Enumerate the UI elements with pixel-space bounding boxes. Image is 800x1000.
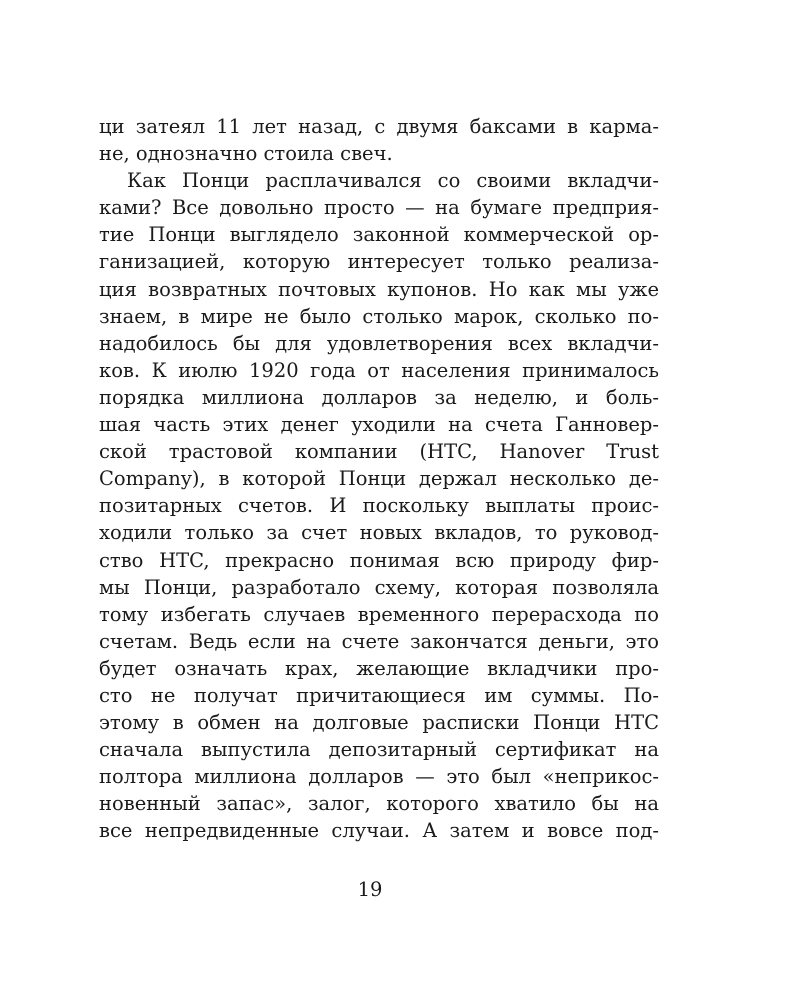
text-line: позитарных счетов. И поскольку выплаты проис- (99, 494, 659, 518)
text-line: надобилось бы для удовлетворения всех вкладчи- (99, 331, 659, 355)
text-line: сначала выпустила депозитарный сертификат на (99, 738, 659, 762)
paragraph-2 (99, 167, 659, 844)
text-line: ганизацией, которую интересует только реализа- (99, 250, 659, 274)
text-line: ками? Все довольно просто — на бумаге предприя- (99, 196, 659, 220)
text-line: тие Понци выглядело законной коммерческой ор- (99, 223, 659, 247)
text-line: новенный запас», залог, которого хватило бы на (99, 792, 659, 816)
text-line: полтора миллиона долларов — это был «неприкос- (99, 765, 659, 789)
text-line: счетам. Ведь если на счете закончатся деньги, это (99, 629, 659, 653)
text-line: порядка миллиона долларов за неделю, и боль- (99, 385, 659, 409)
text-line: будет означать крах, желающие вкладчики про- (99, 656, 659, 680)
text-line: знаем, в мире не было столько марок, сколько по- (99, 304, 659, 328)
text-line: ция возвратных почтовых купонов. Но как мы уже (99, 277, 659, 301)
text-line: все непредвиденные случаи. А затем и вовсе под- (99, 819, 659, 843)
text-line: этому в обмен на долговые расписки Понци HTC (99, 711, 659, 735)
text-line: ци затеял 11 лет назад, с двумя баксами в карма- (99, 115, 659, 138)
text-line: ков. К июлю 1920 года от населения принималось (99, 358, 659, 382)
text-line: ской трастовой компании (HTC, Hanover Trust (99, 440, 659, 464)
text-line: ходили только за счет новых вкладов, то руковод- (99, 521, 659, 545)
text-line: Как Понци расплачивался со своими вкладчи- (127, 169, 659, 193)
text-line: не, однозначно стоила свеч. (99, 142, 393, 166)
text-line: Company), в которой Понци держал несколько де- (99, 467, 659, 491)
text-line: шая часть этих денег уходили на счета Ганновер- (99, 413, 659, 437)
text-line: ство HTC, прекрасно понимая всю природу фир- (99, 548, 659, 572)
text-line: сто не получат причитающиеся им суммы. По- (99, 683, 659, 707)
page-number: 19 (357, 878, 383, 901)
text-line: мы Понци, разработало схему, которая позволяла (99, 575, 659, 599)
paragraph-1 (99, 113, 659, 167)
text-line: тому избегать случаев временного перерасхода по (99, 602, 659, 626)
body-text (99, 113, 659, 845)
